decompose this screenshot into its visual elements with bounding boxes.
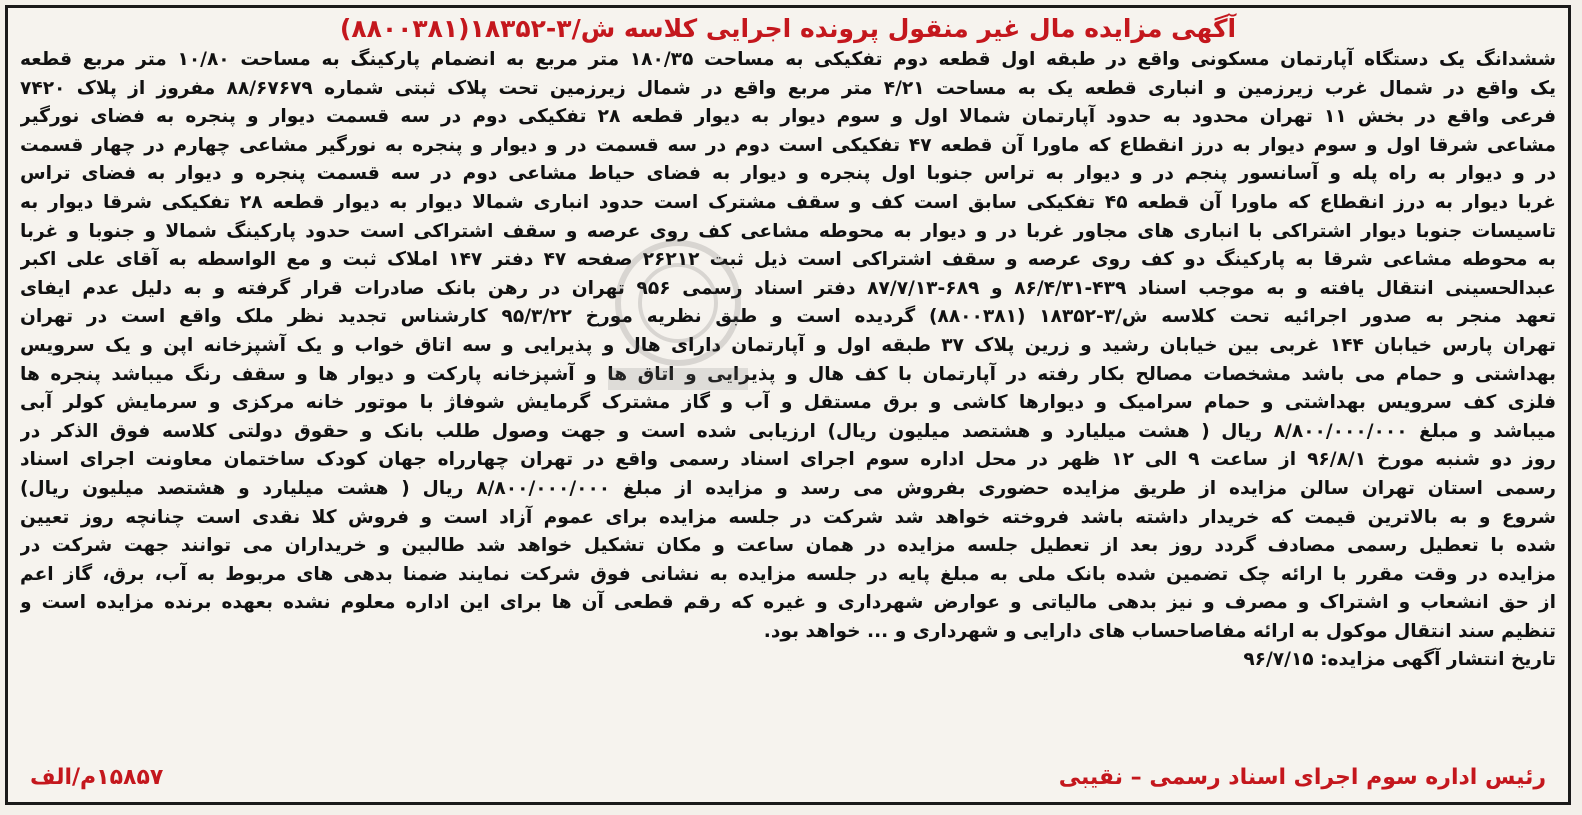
notice-line: غربا دیوار به درز انقطاع که ماورا آن قطعه ۴۵ تفکیکی سابق است کف و سقف مشترک است حدود انباری شمالا دیوار به دیوار قطعه ۲۸ تفکیکی شرقا دیوار به: [20, 191, 1556, 213]
notice-line: شده با تعطیل رسمی مصادف گردد روز بعد از تعطیل جلسه مزایده در همان ساعت و مکان تشکیل خواهد شد طالبین و خریداران می توانند جهت شرکت در: [20, 535, 1556, 557]
notice-line: رسمی استان تهران سالن مزایده از طریق مزایده حضوری بفروش می رسد و مزایده از مبلغ ۸/۸۰۰/۰۰۰/۰۰۰ ریال ( هشت میلیارد و هشتصد میلیون ریال): [20, 477, 1556, 499]
notice-line: شروع و به بالاترین قیمت که خریدار داشته باشد فروخته خواهد شد شرکت در جلسه مزایده برای عموم آزاد است و فروش کلا نقدی است چنانچه روز تعیین: [20, 506, 1556, 528]
notice-line: فرعی واقع در بخش ۱۱ تهران محدود به حدود آپارتمان شمالا اول و سوم دیوار به دیوار قطعه ۲۸ تفکیکی دوم در سه قسمت دیوار و پنجره به فضای نورگیر: [20, 106, 1556, 128]
notice-line: مشاعی شرقا اول و سوم دیوار به درز انقطاع که ماورا آن قطعه ۴۷ تفکیکی است دوم در سه قسمت در و دیوار و پنجره به نورگیر مشاعی چهارم در چهار قسمت: [20, 134, 1556, 156]
notice-line: تاسیسات جنوبا دیوار اشتراکی با انباری های مجاور غربا در و دیوار به محوطه مشاعی کف روی عرصه و سقف اشتراکی است حدود پارکینگ شمالا و جنوبا و غربا: [20, 220, 1556, 242]
signature: رئیس اداره سوم اجرای اسناد رسمی – نقیبی: [1058, 765, 1546, 790]
notice-line: یک واقع در شمال غرب زیرزمین و انباری قطعه یک به مساحت ۴/۲۱ متر مربع واقع در شمال زیرزمین تحت پلاک ثبتی شماره ۸۸/۶۷۶۷۹ مفروز از پلاک ۷۴۲۰: [20, 77, 1556, 99]
notice-page: [5, 5, 1571, 805]
notice-line: عبدالحسینی انتقال یافته و به موجب اسناد ۴۳۹-۸۶/۴/۳۱ و ۶۸۹-۸۷/۷/۱۳ دفتر اسناد رسمی ۹۵۶ تهران در رهن بانک صادرات قرار گرفته و به دلیل عدم ایفای: [20, 277, 1556, 299]
notice-line: میباشد و مبلغ ۸/۸۰۰/۰۰۰/۰۰۰ ریال ( هشت میلیارد و هشتصد میلیون ریال) ارزیابی شده است و جهت وصول طلب بانک و حقوق دولتی کلاسه فوق الذکر در: [20, 420, 1556, 442]
notice-line: مزایده در وقت مقرر با ارائه چک تضمین شده بانک ملی به مبلغ پایه در جلسه مزایده به نشانی فوق شرکت نمایند ضمنا بدهی های مربوط به آب، برق، گاز اعم: [20, 563, 1556, 585]
notice-line: ششدانگ یک دستگاه آپارتمان مسکونی واقع در طبقه اول قطعه دوم تفکیکی به مساحت ۱۸۰/۳۵ متر مربع به انضمام پارکینگ به مساحت ۱۰/۸۰ متر مربع قطعه: [20, 49, 1556, 70]
notice-line: در و دیوار به راه پله و آسانسور پنجم در و دیوار به تراس جنوبا اول پنجره و دیوار به فضای حیاط مشاعی دوم در سه قسمت پنجره و دیوار به فضای تراس: [20, 163, 1556, 185]
notice-code: ۱۵۸۵۷م/الف: [30, 765, 164, 790]
notice-line: از حق انشعاب و اشتراک و مصرف و نیز بدهی مالیاتی و عوارض شهرداری و غیره که رقم قطعی آن ها برای این اداره معلوم نشده بعهده برنده مزایده است و: [20, 592, 1556, 614]
notice-line: بهداشتی و حمام می باشد مشخصات مصالح بکار رفته در آپارتمان با کف هال و پذیرایی و اتاق ها و آشپزخانه پارکت و دیوار ها و سقف رنگ میباشد پنجره ها: [20, 363, 1556, 385]
notice-footer: [30, 765, 1546, 790]
notice-line: روز دو شنبه مورخ ۹۶/۸/۱ از ساعت ۹ الی ۱۲ ظهر در محل اداره سوم اجرای اسناد رسمی واقع در تهران چهارراه جهان کودک ساختمان معاونت اجرای اسناد: [20, 449, 1556, 471]
notice-line: به محوطه مشاعی شرقا به پارکینگ دو کف روی عرصه و سقف اشتراکی است ذیل ثبت ۲۶۲۱۲ صفحه ۴۷ دفتر ۱۴۷ املاک ثبت و مع الواسطه به آقای علی اکبر: [20, 249, 1556, 271]
publish-date: تاریخ انتشار آگهی مزایده: ۹۶/۷/۱۵: [1243, 649, 1556, 671]
notice-line: تنظیم سند انتقال موکول به ارائه مفاصاحساب های دارایی و شهرداری و ... خواهد بود.: [763, 620, 1556, 642]
notice-body: [8, 46, 1568, 646]
notice-line: تهران پارس خیابان ۱۴۴ غربی بین خیابان رشید و زرین پلاک ۳۷ طبقه اول و آپارتمان دارای هال و پذیرایی و سه اتاق خواب و یک آشپزخانه اپن و یک سرویس: [20, 334, 1556, 356]
notice-line: تعهد منجر به صدور اجرائیه تحت کلاسه ش/۳-۱۸۳۵۲ (۸۸۰۰۳۸۱) گردیده است و طبق نظریه مورخ ۹۵/۳/۲۲ کارشناس تجدید نظر ملک واقع است در تهران: [20, 306, 1556, 328]
notice-title: آگهی مزایده مال غیر منقول پرونده اجرایی کلاسه ش/۳-۱۸۳۵۲(۸۸۰۰۳۸۱): [339, 14, 1237, 43]
notice-line: فلزی کف سرویس بهداشتی و حمام سرامیک و دیوارها کاشی و برق مستقل و آب و گاز مشترک گرمایش شوفاژ با موتور خانه مرکزی و سرمایش کولر آبی: [20, 392, 1556, 414]
